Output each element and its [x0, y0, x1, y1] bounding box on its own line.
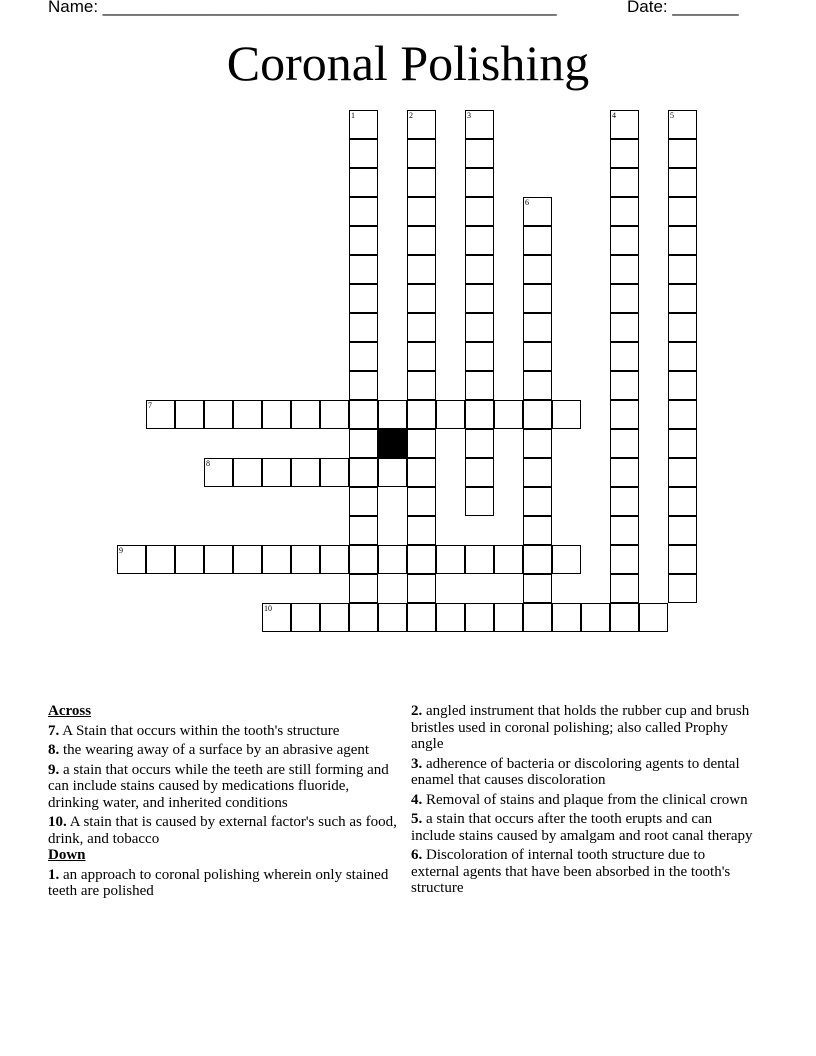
- clue-number-label: 6: [525, 198, 529, 207]
- clue-number-label: 1: [351, 111, 355, 120]
- clue-down-2: 2. angled instrument that holds the rubber cup and brush bristles used in coronal polishing; also called Prophy angle: [411, 703, 750, 752]
- clue-down-6: 6. Discoloration of internal tooth structure due to external agents that have been absorbed in the tooth's structure: [411, 847, 731, 896]
- clue-number-label: 9: [119, 546, 123, 555]
- clue-number-label: 10: [264, 604, 272, 613]
- clue-number-label: 5: [670, 111, 674, 120]
- across-heading: Across: [48, 703, 92, 719]
- clue-down-4: 4. Removal of stains and plaque from the clinical crown: [411, 791, 748, 808]
- clue-number-label: 2: [409, 111, 413, 120]
- clue-column-left: [48, 703, 398, 903]
- clue-down-5: 5. a stain that occurs after the tooth erupts and can include stains caused by amalgam and root canal therapy: [411, 811, 753, 844]
- clue-number-label: 8: [206, 459, 210, 468]
- clue-number-label: 3: [467, 111, 471, 120]
- clue-column-right: [411, 703, 756, 900]
- clue-number-label: 7: [148, 401, 152, 410]
- clue-down-1: 1. an approach to coronal polishing wherein only stained teeth are polished: [48, 866, 389, 899]
- clue-down-3: 3. adherence of bacteria or discoloring agents to dental enamel that causes discoloration: [411, 755, 740, 788]
- clue-across-10: 10. A stain that is caused by external factor's such as food, drink, and tobacco: [48, 814, 397, 847]
- clue-across-8: 8. the wearing away of a surface by an abrasive agent: [48, 742, 370, 758]
- page-title: Coronal Polishing: [226, 35, 590, 91]
- clue-across-9: 9. a stain that occurs while the teeth are still forming and can include stains caused by medications fluoride, drinking water, and inherited conditions: [48, 761, 389, 811]
- clue-number-label: 4: [612, 111, 616, 120]
- down-heading: Down: [48, 847, 86, 863]
- clue-across-7: 7. A Stain that occurs within the tooth's structure: [48, 722, 340, 739]
- date-field-label: Date: _______: [627, 0, 739, 16]
- name-field-label: Name: ________________________________________________: [48, 0, 557, 16]
